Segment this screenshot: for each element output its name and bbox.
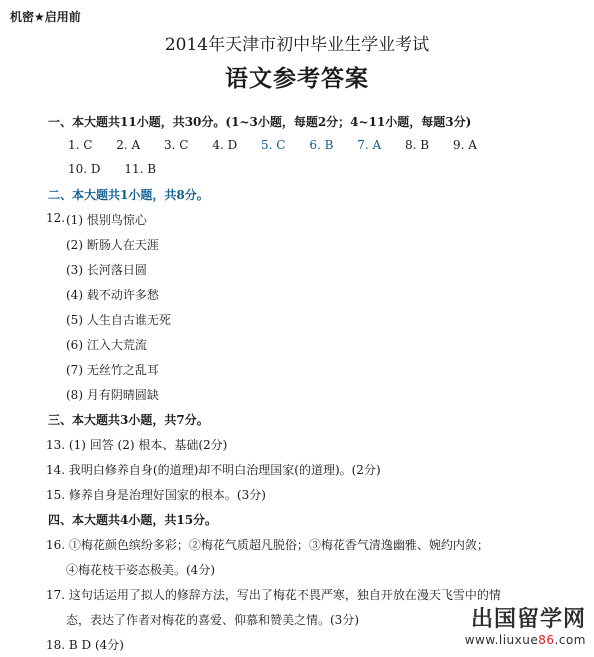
section-1-heading: 一、本大题共11小题，共30分。(1~3小题，每题2分；4~11小题，每题3分): [48, 115, 472, 129]
q12-item-1: (1) 恨别鸟惊心: [66, 213, 147, 227]
question-15: 15. 修养自身是治理好国家的根本。(3分): [46, 488, 266, 502]
q12-item-6: (6) 江入大荒流: [66, 338, 147, 352]
question-17-line-2: 态，表达了作者对梅花的喜爱、仰慕和赞美之情。(3分): [66, 613, 360, 627]
watermark-url: www.liuxue86.com: [464, 633, 586, 647]
section-1-answers-row-2: [68, 162, 176, 176]
answer-2: 2. A: [116, 138, 141, 152]
question-13: 13. (1) 回答 (2) 根本、基础(2分): [46, 438, 228, 452]
question-14: 14. 我明白修养自身(的道理)却不明白治理国家(的道理)。(2分): [46, 463, 381, 477]
question-12-label: 12.: [46, 211, 66, 225]
section-2-heading: 二、本大题共1小题，共8分。: [48, 188, 209, 202]
section-3-heading: 三、本大题共3小题，共7分。: [48, 413, 209, 427]
question-17-line-1: 17. 这句话运用了拟人的修辞方法，写出了梅花不畏严寒，独自开放在漫天飞雪中的情: [46, 588, 501, 602]
answer-10: 10. D: [68, 162, 101, 176]
q12-item-3: (3) 长河落日圆: [66, 263, 147, 277]
q12-item-4: (4) 载不动许多愁: [66, 288, 159, 302]
q12-item-8: (8) 月有阴晴圆缺: [66, 388, 159, 402]
answer-8: 8. B: [405, 138, 430, 152]
answer-1: 1. C: [68, 138, 93, 152]
answer-7: 7. A: [357, 138, 382, 152]
answer-11: 11. B: [124, 162, 157, 176]
question-16-line-1: 16. ①梅花颜色缤纷多彩；②梅花气质超凡脱俗；③梅花香气清逸幽雅、婉约内敛；: [46, 538, 489, 552]
question-16-line-2: ④梅花枝干姿态极美。(4分): [66, 563, 215, 577]
watermark-logo-text: 出国留学网: [470, 607, 586, 632]
answer-9: 9. A: [452, 138, 477, 152]
answer-4: 4. D: [212, 138, 238, 152]
answer-3: 3. C: [164, 138, 189, 152]
section-1-answers-row-1: [68, 138, 497, 152]
question-18: 18. B D (4分): [46, 638, 124, 652]
site-watermark: [465, 602, 586, 647]
q12-item-2: (2) 断肠人在天涯: [66, 238, 159, 252]
confidential-mark: 机密★启用前: [10, 10, 81, 24]
answer-5: 5. C: [261, 138, 286, 152]
section-4-heading: 四、本大题共4小题，共15分。: [48, 513, 218, 527]
answer-key-title: 语文参考答案: [225, 66, 369, 92]
q12-item-7: (7) 无丝竹之乱耳: [66, 363, 159, 377]
exam-title: 2014年天津市初中毕业生学业考试: [164, 35, 430, 55]
answer-6: 6. B: [309, 138, 334, 152]
q12-item-5: (5) 人生自古谁无死: [66, 313, 171, 327]
